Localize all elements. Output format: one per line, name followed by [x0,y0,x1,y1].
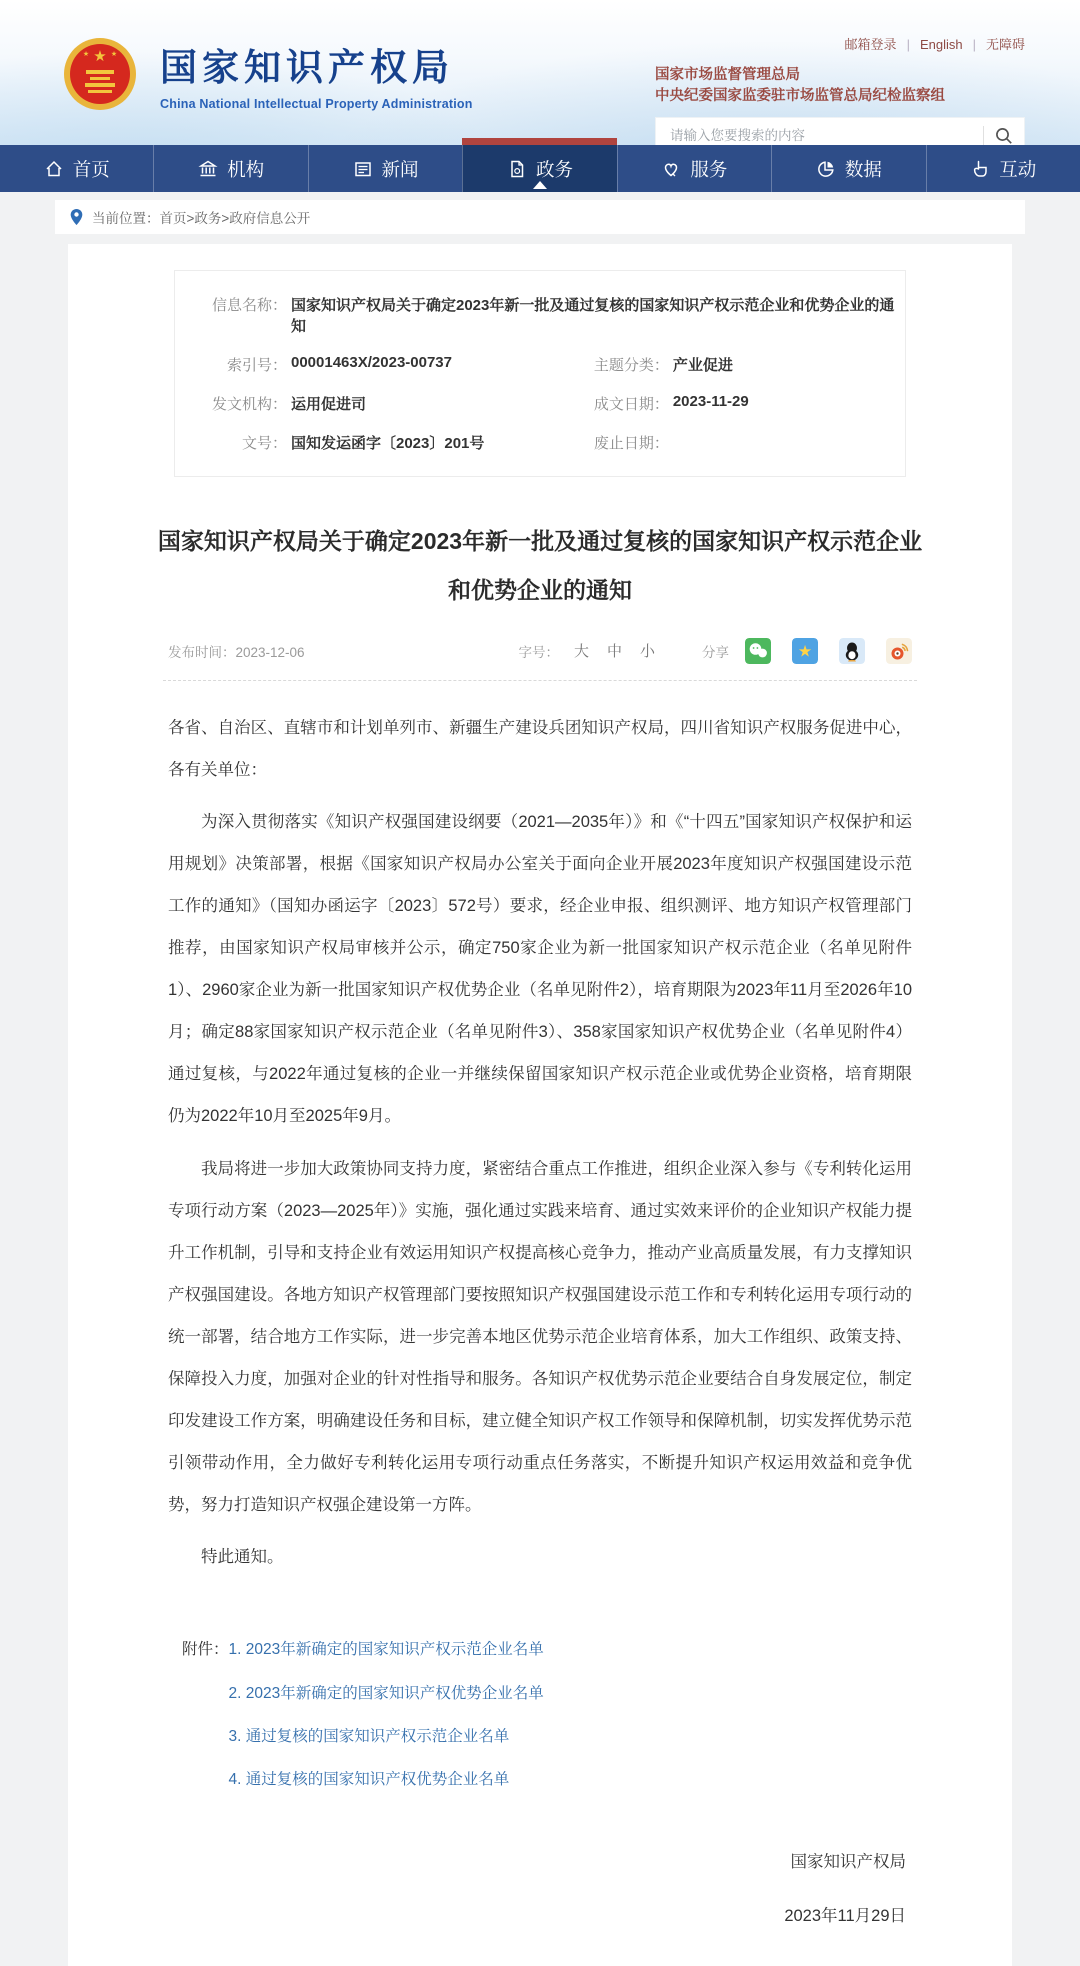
attachment-link-2[interactable]: 2. 2023年新确定的国家知识产权优势企业名单 [228,1684,544,1702]
nav-tab-interaction[interactable] [926,145,1080,192]
supervisor-line-1: 国家市场监督管理总局 [655,67,800,83]
nav-label: 互动 [999,158,1037,180]
pie-chart-icon [816,159,836,179]
info-docno-value: 国知发运函字〔2023〕201号 [291,435,485,452]
attachments-section [182,1628,912,1802]
attachment-link-3[interactable]: 3. 通过复核的国家知识产权示范企业名单 [228,1727,510,1745]
site-header [0,0,1080,145]
title-line-2: 和优势企业的通知 [447,577,632,604]
nav-tab-home[interactable] [0,145,153,192]
qq-share-icon[interactable] [839,638,865,664]
wechat-share-icon[interactable] [745,638,771,664]
site-logo [62,36,473,112]
divider: | [972,37,976,52]
info-name-label: 信息名称： [211,297,287,314]
english-link[interactable]: English [919,37,963,52]
nav-label: 机构 [227,158,265,180]
nav-tab-data[interactable] [771,145,925,192]
info-index-value: 00001463X/2023-00737 [291,354,452,371]
svg-text:★: ★ [797,643,813,661]
info-repeal-value [669,432,673,453]
qzone-share-icon[interactable] [792,638,818,664]
supervisor-line-2: 中央纪委国家监委驻市场监管总局纪检监察组 [655,88,945,104]
accessibility-link[interactable]: 无障碍 [985,37,1025,52]
fontsize-medium-button[interactable]: 中 [606,643,622,661]
info-docno-label: 文号： [241,435,287,452]
nav-tab-news[interactable] [308,145,462,192]
info-name-value: 国家知识产权局关于确定2023年新一批及通过复核的国家知识产权示范企业和优势企业的通知 [291,297,895,335]
nav-label: 首页 [72,158,110,180]
share-label: 分享 [702,644,729,660]
search-icon[interactable] [994,126,1014,146]
breadcrumb [55,200,1025,234]
article-meta [168,638,912,664]
attachments-label: 附件： [182,1641,229,1659]
weibo-share-icon[interactable] [886,638,912,664]
mail-login-link[interactable]: 邮箱登录 [844,37,897,52]
nav-label: 服务 [690,158,728,180]
breadcrumb-label: 当前位置： [92,211,160,226]
article-body [168,707,912,1578]
news-icon [353,159,373,179]
document-icon [507,159,527,179]
search-input[interactable] [670,128,973,143]
info-index-label: 索引号： [226,357,287,374]
attachment-link-1[interactable]: 1. 2023年新确定的国家知识产权示范企业名单 [228,1641,544,1659]
info-agency-label: 发文机构： [211,396,287,413]
info-date-label: 成文日期： [593,396,669,413]
nav-tab-services[interactable] [617,145,771,192]
signature-org: 国家知识产权局 [790,1852,906,1871]
paragraph-2: 我局将进一步加大政策协同支持力度，紧密结合重点工作推进，组织企业深入参与《专利转化运用专项行动方案（2023—2025年）》实施，强化通过实践来培育、通过实效来评价的企业知识产权能力提升工作机制，引导和支持企业有效运用知识产权提高核心竞争力，推动产业高质量发展，有力支撑知识产权强国建设。各地方知识产权管理部门要按照知识产权强国建设示范工作和专利转化运用专项行动的统一部署，结合地方工作实际，进一步完善本地区优势示范企业培育体系，加大工作组织、政策支持、保障投入力度，加强对企业的针对性指导和服务。各知识产权优势示范企业要结合自身发展定位，制定印发建设工作方案，明确建设任务和目标，建立健全知识产权工作领导和保障机制，切实发挥优势示范引领带动作用，全力做好专利转化运用专项行动重点任务落实，不断提升知识产权运用效益和竞争优势，努力打造知识产权强企建设第一方阵。 [168,1159,912,1514]
divider [163,680,917,681]
fontsize-label: 字号： [518,644,559,660]
signature-date: 2023年11月29日 [784,1906,906,1925]
svg-text:★: ★ [93,48,107,65]
paragraph-salutation: 各省、自治区、直辖市和计划单列市、新疆生产建设兵团知识产权局，四川省知识产权服务促进中心，各有关单位： [168,718,912,779]
institution-icon [198,159,218,179]
signature-block [68,1848,906,1926]
location-pin-icon [69,208,84,226]
publish-time-label: 发布时间： [168,644,236,660]
title-line-1: 国家知识产权局关于确定2023年新一批及通过复核的国家知识产权示范企业 [157,528,923,554]
divider [983,126,984,146]
nav-label: 新闻 [381,158,419,180]
fontsize-large-button[interactable]: 大 [573,643,589,661]
fontsize-small-button[interactable]: 小 [639,643,655,661]
nav-tab-government-affairs[interactable] [462,145,616,192]
service-heart-icon [661,159,681,179]
publish-time-value: 2023-12-06 [235,644,305,660]
national-emblem-icon [62,36,138,112]
info-topic-label: 主题分类： [593,357,669,374]
divider: | [906,37,910,52]
page-title [144,517,937,616]
info-date-value: 2023-11-29 [672,393,749,410]
svg-text:★: ★ [82,51,90,58]
document-info-table [174,270,906,477]
breadcrumb-path[interactable]: 首页>政务>政府信息公开 [159,211,311,226]
paragraph-notice-end: 特此通知。 [201,1548,284,1567]
site-subtitle: China National Intellectual Property Administration [160,97,473,111]
info-repeal-label: 废止日期： [593,435,669,452]
paragraph-1: 为深入贯彻落实《知识产权强国建设纲要（2021—2035年）》和《“十四五”国家知识产权保护和运用规划》决策部署，根据《国家知识产权局办公室关于面向企业开展2023年度知识产权强国建设示范工作的通知》（国知办函运字〔2023〕572号）要求，经企业申报、组织测评、地方知识产权管理部门推荐，由国家知识产权局审核并公示，确定750家企业为新一批国家知识产权示范企业（名单见附件1）、2960家企业为新一批国家知识产权优势企业（名单见附件2），培育期限为2023年11月至2026年10月；确定88家国家知识产权示范企业（名单见附件3）、358家国家知识产权优势企业（名单见附件4）通过复核，与2022年通过复核的企业一并继续保留国家知识产权示范企业或优势企业资格，培育期限仍为2022年10月至2025年9月。 [168,813,912,1126]
header-top-links [655,34,1025,53]
svg-text:★: ★ [110,51,118,58]
info-topic-value: 产业促进 [672,357,733,374]
nav-label: 数据 [844,158,882,180]
site-title: 国家知识产权局 [160,47,454,88]
hand-icon [970,159,990,179]
attachment-link-4[interactable]: 4. 通过复核的国家知识产权优势企业名单 [228,1771,510,1789]
main-content [68,244,1012,1966]
nav-tab-institutions[interactable] [153,145,307,192]
home-icon [44,159,64,179]
info-agency-value: 运用促进司 [291,396,367,413]
main-nav [0,145,1080,192]
nav-label: 政务 [535,158,573,180]
